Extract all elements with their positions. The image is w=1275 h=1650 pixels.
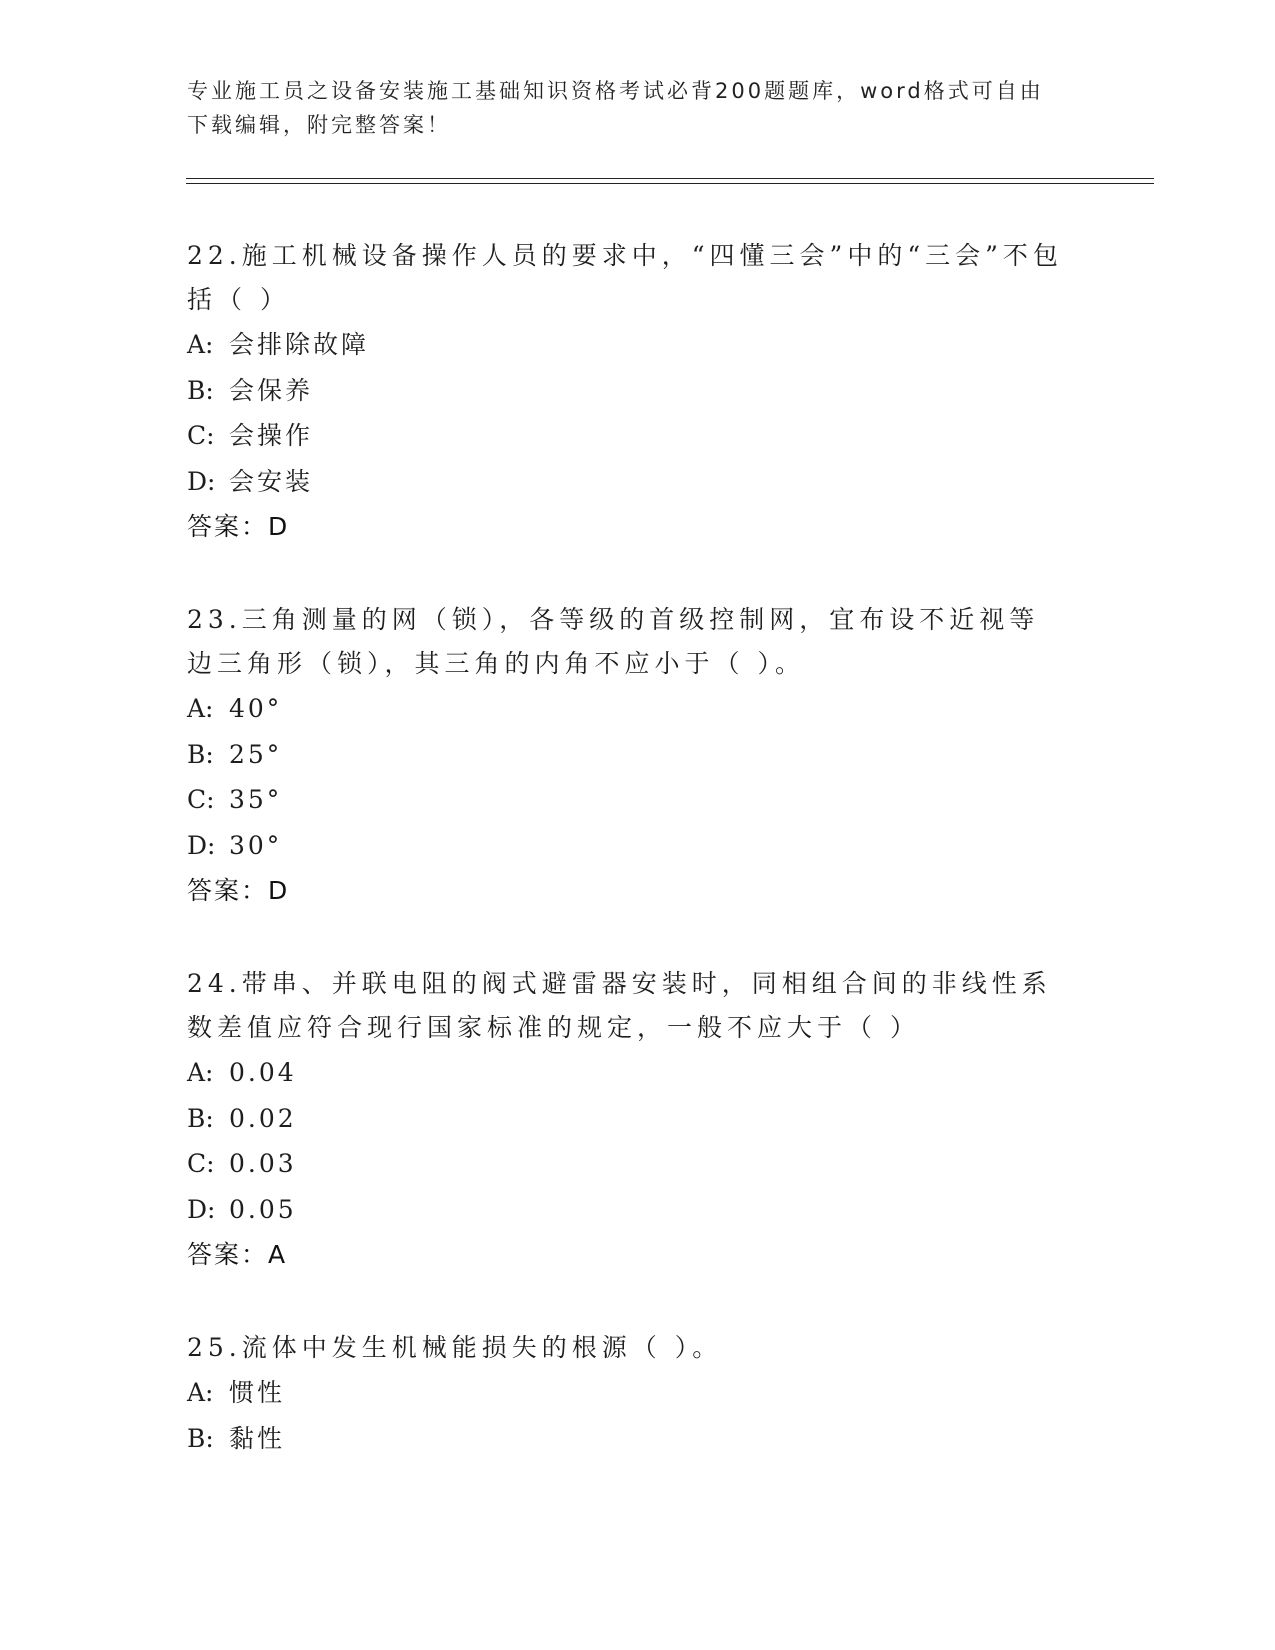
option-text: 会操作 [229, 421, 314, 450]
option-b [187, 1096, 1067, 1142]
option-text: 会保养 [229, 375, 314, 405]
option-key: B: [187, 739, 214, 769]
option-text: 30° [229, 830, 283, 860]
option-key: D: [187, 830, 216, 860]
question-stem: 23.三角测量的网（锁），各等级的首级控制网，宜布设不近视等边三角形（锁），其三角的内角不应小于（ ）。 [187, 605, 1040, 678]
option-key: A: [187, 1378, 214, 1407]
option-c [187, 1141, 1067, 1187]
document-header: 专业施工员之设备安装施工基础知识资格考试必背200题题库，word格式可自由下载编辑，附完整答案！ [187, 79, 1044, 137]
answer-line: 答案：D [187, 512, 290, 541]
question-stem: 25.流体中发生机械能损失的根源（ ）。 [187, 1333, 723, 1362]
header-divider-top [186, 178, 1154, 179]
option-b [187, 1416, 1067, 1462]
question-22 [187, 234, 1067, 550]
option-text: 黏性 [229, 1423, 286, 1453]
option-text: 25° [229, 739, 283, 769]
option-a [187, 686, 1067, 732]
option-key: D: [187, 466, 216, 496]
option-d [187, 1187, 1067, 1233]
option-d [187, 459, 1067, 505]
option-text: 0.03 [229, 1149, 297, 1178]
option-key: B: [187, 375, 214, 405]
header-divider-bottom [186, 183, 1154, 184]
question-24 [187, 962, 1067, 1278]
option-c [187, 777, 1067, 823]
question-stem: 24.带串、并联电阻的阀式避雷器安装时，同相组合间的非线性系数差值应符合现行国家标准的规定，一般不应大于（ ） [187, 969, 1052, 1042]
answer-line: 答案：D [187, 876, 290, 905]
question-23 [187, 598, 1067, 914]
option-key: D: [187, 1194, 216, 1224]
option-text: 会安装 [229, 466, 314, 496]
option-b [187, 732, 1067, 778]
option-text: 35° [229, 785, 283, 814]
question-25 [187, 1326, 1067, 1461]
option-key: B: [187, 1423, 214, 1453]
option-key: C: [187, 421, 215, 450]
option-key: A: [187, 1058, 214, 1087]
option-a [187, 322, 1067, 368]
option-text: 0.05 [229, 1194, 297, 1224]
option-d [187, 823, 1067, 869]
option-key: A: [187, 330, 214, 359]
option-key: C: [187, 785, 215, 814]
option-c [187, 413, 1067, 459]
option-b [187, 368, 1067, 414]
question-stem: 22.施工机械设备操作人员的要求中，“四懂三会”中的“三会”不包括（ ） [187, 241, 1063, 314]
option-text: 0.02 [229, 1103, 297, 1133]
option-key: C: [187, 1149, 215, 1178]
option-text: 惯性 [229, 1378, 286, 1407]
option-text: 会排除故障 [229, 330, 370, 359]
option-key: A: [187, 694, 214, 723]
option-a [187, 1370, 1067, 1416]
option-text: 0.04 [229, 1058, 297, 1087]
answer-line: 答案：A [187, 1240, 288, 1269]
option-key: B: [187, 1103, 214, 1133]
option-a [187, 1050, 1067, 1096]
option-text: 40° [229, 694, 283, 723]
